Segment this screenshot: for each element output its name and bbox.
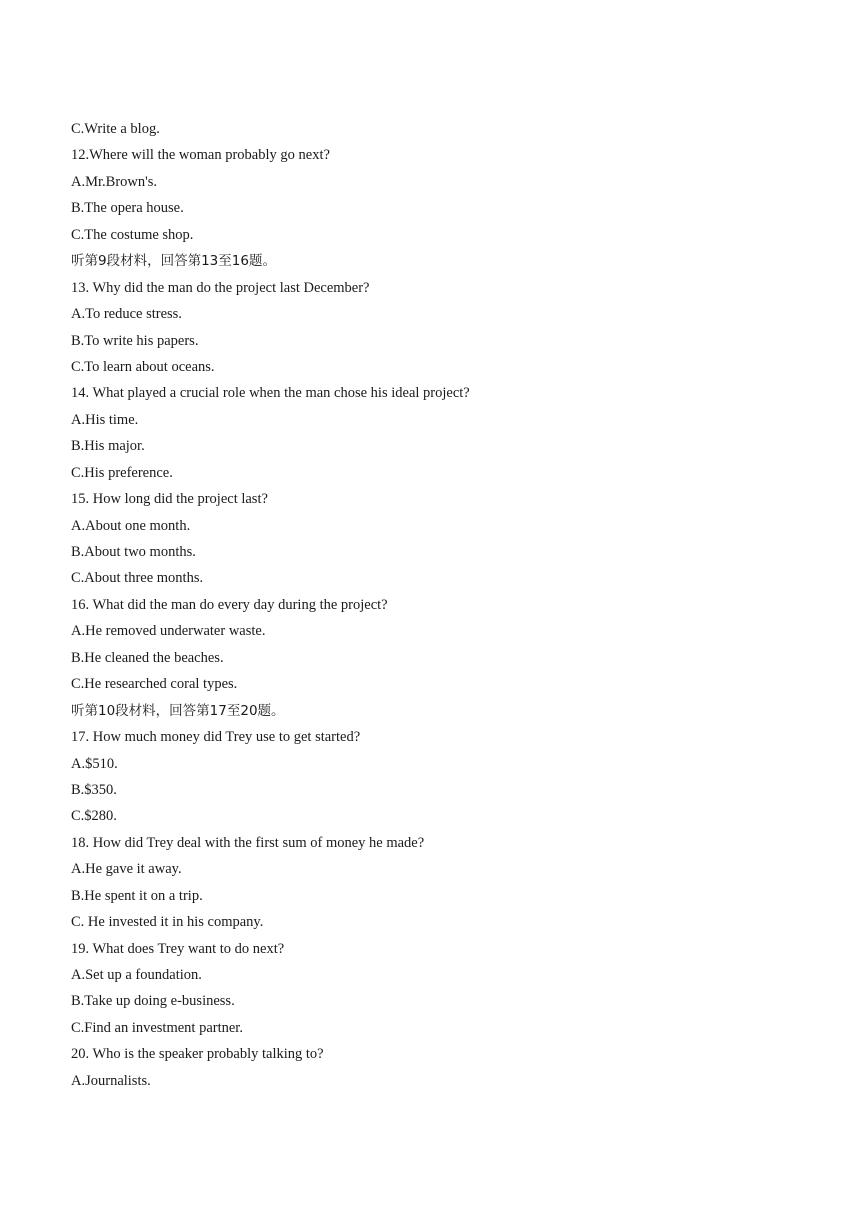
answer-option: C.Find an investment partner. [71, 1019, 243, 1036]
answer-option: C.His preference. [71, 464, 173, 481]
answer-option: C.He researched coral types. [71, 676, 238, 693]
question-text: 14. What played a crucial role when the man chose his ideal project? [71, 385, 470, 402]
question-text: 12.Where will the woman probably go next? [71, 147, 330, 164]
answer-option: A.He gave it away. [71, 861, 182, 878]
exam-content [71, 116, 831, 1094]
answer-option: B.To write his papers. [71, 332, 199, 349]
answer-option: A.He removed underwater waste. [71, 623, 266, 640]
question-text: 18. How did Trey deal with the first sum of money he made? [71, 834, 425, 851]
question-text: 15. How long did the project last? [71, 491, 268, 508]
answer-option: A.About one month. [71, 517, 191, 534]
answer-option: B.About two months. [71, 544, 196, 560]
answer-option: A.His time. [71, 411, 139, 428]
answer-option: C.$280. [71, 808, 117, 825]
answer-option: C.About three months. [71, 570, 204, 587]
section-instruction: 听第10段材料，回答第17至20题。 [71, 702, 285, 719]
question-text: 19. What does Trey want to do next? [71, 940, 285, 957]
answer-option: B.The opera house. [71, 200, 184, 217]
question-text: 16. What did the man do every day during the project? [71, 596, 388, 613]
answer-option: C.The costume shop. [71, 226, 194, 243]
answer-option: C.Write a blog. [71, 121, 160, 137]
answer-option: B.He spent it on a trip. [71, 887, 203, 904]
question-text: 13. Why did the man do the project last December? [71, 279, 370, 296]
answer-option: A.$510. [71, 755, 118, 772]
answer-option: C. He invested it in his company. [71, 914, 264, 931]
answer-option: A.Journalists. [71, 1072, 151, 1089]
answer-option: B.His major. [71, 438, 145, 455]
question-text: 20. Who is the speaker probably talking to? [71, 1046, 324, 1063]
answer-option: A.Set up a foundation. [71, 967, 202, 983]
answer-option: B.Take up doing e-business. [71, 993, 235, 1010]
answer-option: B.$350. [71, 781, 117, 798]
section-instruction: 听第9段材料，回答第13至16题。 [71, 253, 276, 270]
answer-option: A.To reduce stress. [71, 306, 182, 323]
question-text: 17. How much money did Trey use to get started? [71, 729, 361, 746]
answer-option: B.He cleaned the beaches. [71, 649, 224, 666]
answer-option: C.To learn about oceans. [71, 358, 215, 375]
answer-option: A.Mr.Brown's. [71, 173, 157, 190]
